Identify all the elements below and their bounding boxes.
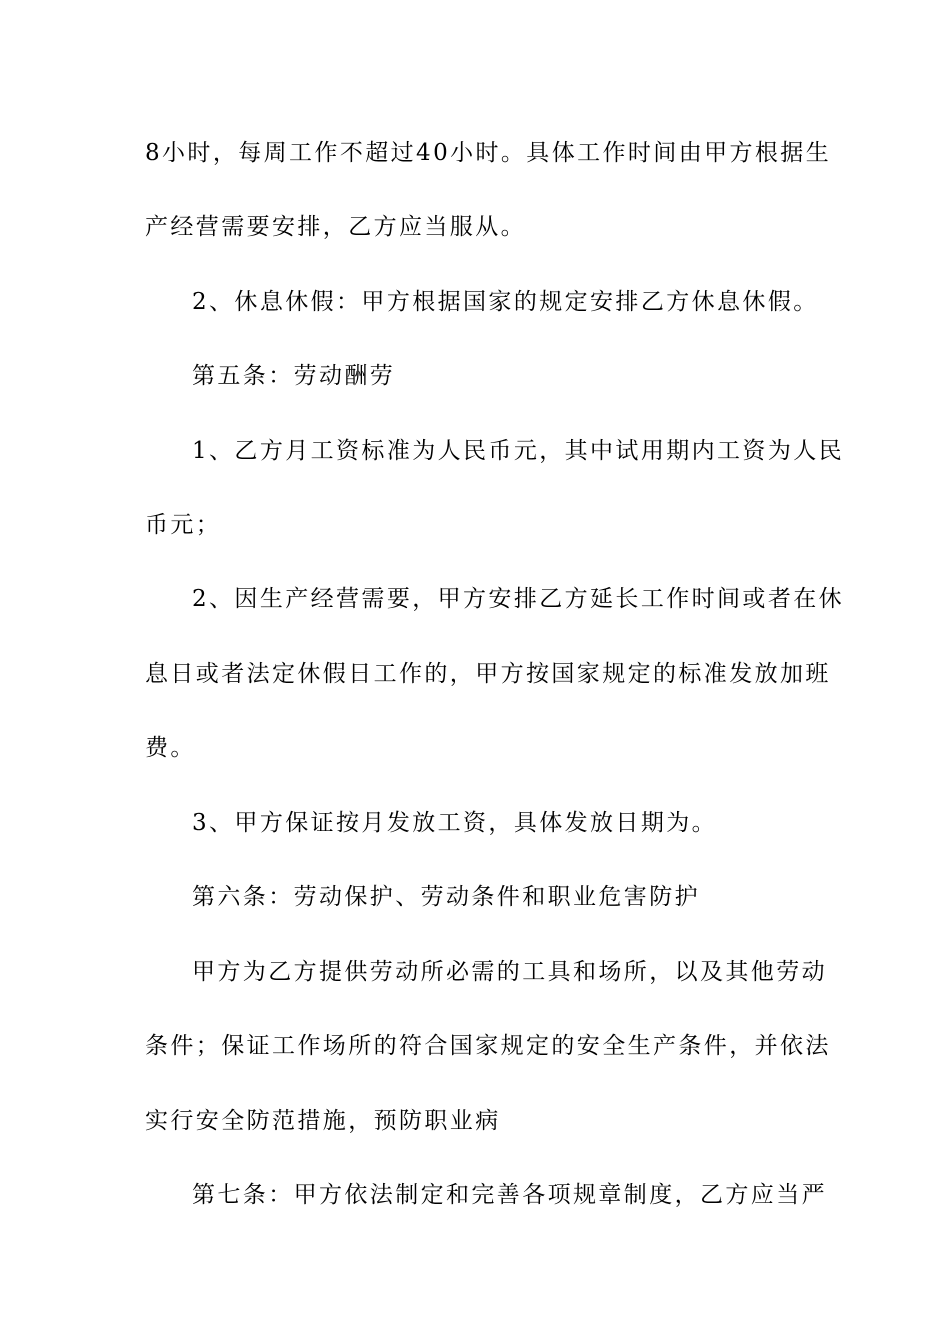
section-heading: 第六条：劳动保护、劳动条件和职业危害防护 <box>192 884 700 910</box>
text-line: 费。 <box>145 735 196 761</box>
text-line: 甲方为乙方提供劳动所必需的工具和场所，以及其他劳动 <box>192 959 827 985</box>
text-line: 3、甲方保证按月发放工资，具体发放日期为。 <box>192 810 718 836</box>
text-line: 条件；保证工作场所的符合国家规定的安全生产条件，并依法 <box>145 1033 831 1059</box>
text-line: 2、休息休假：甲方根据国家的规定安排乙方休息休假。 <box>192 289 819 315</box>
section-heading: 第七条：甲方依法制定和完善各项规章制度，乙方应当严 <box>192 1182 827 1208</box>
text-line: 8小时，每周工作不超过40小时。具体工作时间由甲方根据生 <box>145 140 832 166</box>
text-line: 2、因生产经营需要，甲方安排乙方延长工作时间或者在休 <box>192 586 845 612</box>
text-line: 实行安全防范措施，预防职业病 <box>145 1108 501 1134</box>
text-line: 币元； <box>145 512 222 538</box>
text-line: 1、乙方月工资标准为人民币元，其中试用期内工资为人民 <box>192 438 845 464</box>
text-line: 息日或者法定休假日工作的，甲方按国家规定的标准发放加班 <box>145 661 831 687</box>
section-heading: 第五条：劳动酬劳 <box>192 363 396 389</box>
text-line: 产经营需要安排，乙方应当服从。 <box>145 214 526 240</box>
